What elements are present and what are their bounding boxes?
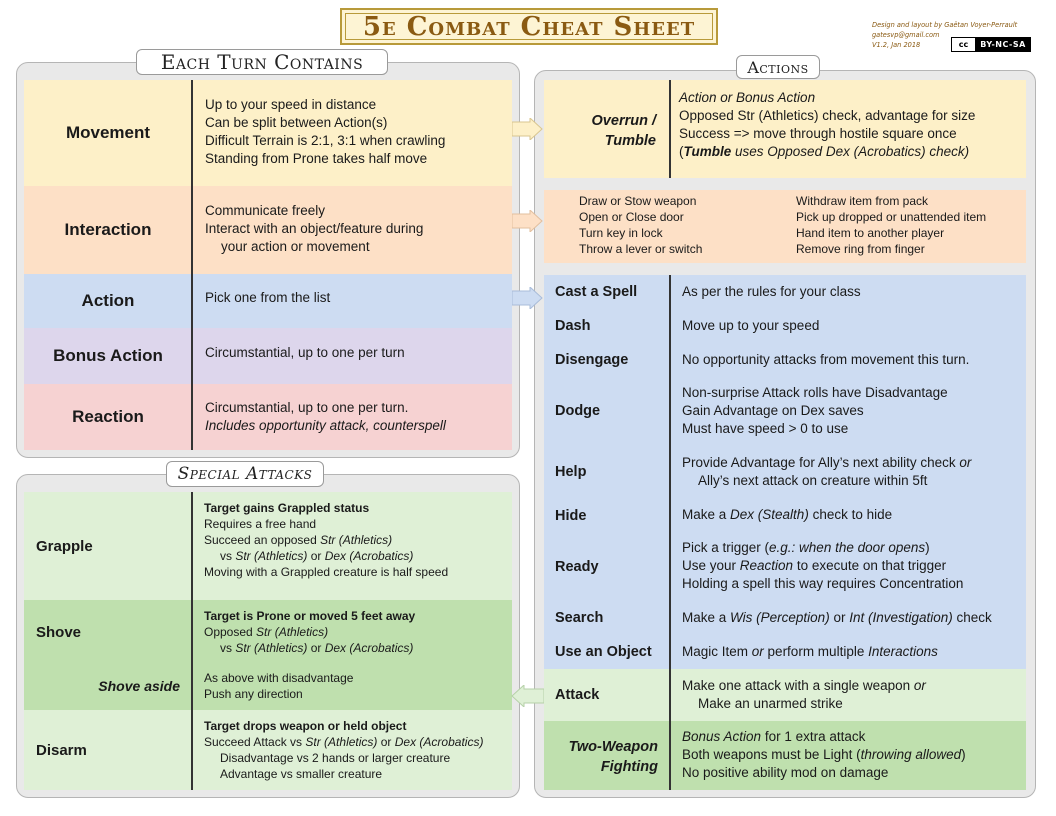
action-row-overrun: Overrun / Tumble Action or Bonus Action Opposed Str (Athletics) check, advantage for size Success => move through hostile square once (Tumble uses Opposed Dex (Acrobatics) check) [544,80,1026,178]
each-turn-heading: Each Turn Contains [136,49,388,75]
turn-row-interaction: Interaction Communicate freely Interact with an object/feature during your action or movement [24,186,512,274]
page-title: 5e Combat Cheat Sheet [340,8,718,45]
arrow-icon [510,685,544,707]
arrow-icon [512,210,544,232]
list-item: Remove ring from finger [796,242,925,256]
turn-row-action: Action Pick one from the list [24,274,512,328]
arrow-icon [512,118,544,140]
list-item: Throw a lever or switch [579,242,703,256]
list-item: Turn key in lock [579,226,663,240]
special-attacks-heading: Special Attacks [166,461,324,487]
action-row-disengage: Disengage No opportunity attacks from movement this turn. [544,343,1026,377]
list-item: Withdraw item from pack [796,194,929,208]
list-item: Pick up dropped or unattended item [796,210,987,224]
arrow-icon [512,287,544,309]
cc-icon: cc [952,38,976,51]
list-item: Draw or Stow weapon [579,194,697,208]
action-row-ready: Ready Pick a trigger (e.g.: when the door opens) Use your Reaction to execute on that trigger Holding a spell this way requires Concentration [544,533,1026,601]
divider [669,80,671,178]
action-row-dash: Dash Move up to your speed [544,309,1026,343]
action-row-two-weapon-fighting: Two-Weapon Fighting Bonus Action for 1 extra attack Both weapons must be Light (throwing allowed) No positive ability mod on damage [544,721,1026,790]
actions-heading: Actions [736,55,820,79]
action-row-search: Search Make a Wis (Perception) or Int (Investigation) check [544,601,1026,635]
divider [191,492,193,790]
action-row-attack: Attack Make one attack with a single weapon or Make an unarmed strike [544,669,1026,721]
action-row-help: Help Provide Advantage for Ally’s next ability check or Ally’s next attack on creature within 5ft [544,445,1026,499]
special-row-shove: Shove Shove aside Target is Prone or moved 5 feet away Opposed Str (Athletics) vs Str (Athletics) or Dex (Acrobatics) As above with disadvantage Push any direction [24,600,512,710]
special-row-grapple: Grapple Target gains Grappled status Requires a free hand Succeed an opposed Str (Athletics) vs Str (Athletics) or Dex (Acrobatics) Moving with a Grappled creature is half speed [24,492,512,600]
special-row-disarm: Disarm Target drops weapon or held object Succeed Attack vs Str (Athletics) or Dex (Acrobatics) Disadvantage vs 2 hands or larger creature Advantage vs smaller creature [24,710,512,790]
turn-row-reaction: Reaction Circumstantial, up to one per turn. Includes opportunity attack, counterspell [24,384,512,450]
list-item: Hand item to another player [796,226,945,240]
turn-row-movement: Movement Up to your speed in distance Can be split between Action(s) Difficult Terrain is 2:1, 3:1 when crawling Standing from Prone takes half move [24,80,512,186]
divider [669,275,671,790]
action-row-use-an-object: Use an Object Magic Item or perform multiple Interactions [544,635,1026,669]
action-row-dodge: Dodge Non-surprise Attack rolls have Disadvantage Gain Advantage on Dex saves Must have speed > 0 to use [544,377,1026,445]
license-badge: cc BY-NC-SA [951,37,1031,52]
divider [191,80,193,450]
turn-row-bonus-action: Bonus Action Circumstantial, up to one per turn [24,328,512,384]
credit: Design and layout by Gaëtan Voyer-Perrault gatesvp@gmail.com V1.2, Jan 2018 [872,21,1018,49]
action-row-hide: Hide Make a Dex (Stealth) check to hide [544,499,1026,533]
interactions-list [544,190,1026,263]
list-item: Open or Close door [579,210,684,224]
action-row-cast-a-spell: Cast a Spell As per the rules for your class [544,275,1026,309]
